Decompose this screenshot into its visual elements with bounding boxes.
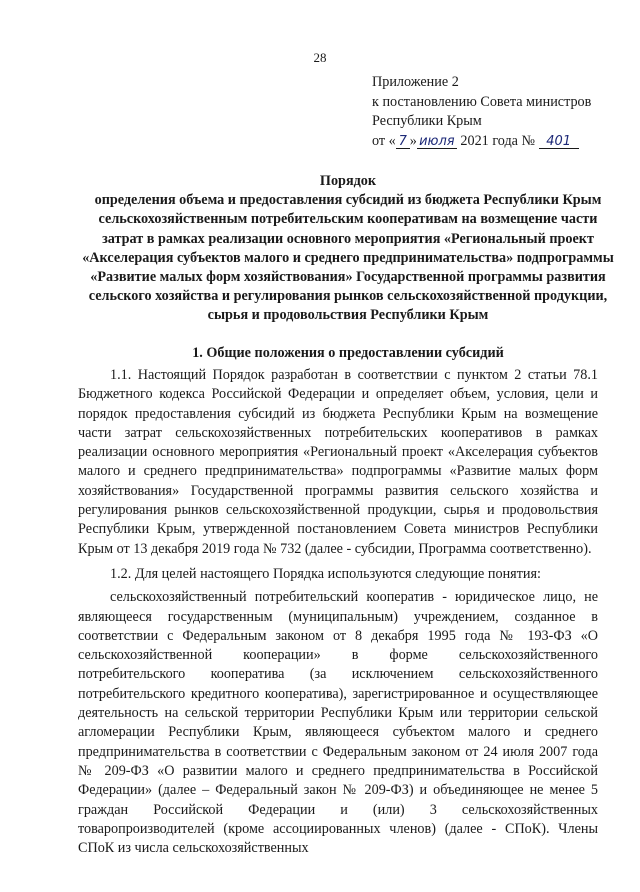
handwritten-number: 401 xyxy=(539,135,579,149)
date-suffix: 2021 года № xyxy=(456,132,536,149)
section-1-body xyxy=(78,366,598,864)
handwritten-month: июля xyxy=(417,135,457,149)
document-title xyxy=(78,172,618,326)
handwritten-day: 7 xyxy=(396,135,410,149)
title-heading: Порядок xyxy=(319,173,377,189)
appendix-line-3: Республики Крым xyxy=(372,113,482,129)
page-number: 28 xyxy=(313,50,327,65)
appendix-line-1: Приложение 2 xyxy=(372,74,459,90)
appendix-line-2: к постановлению Совета министров xyxy=(372,93,592,110)
appendix-date-line xyxy=(372,132,622,152)
paragraph-definition: сельскохозяйственный потребительский кооператив - юридическое лицо, не являющееся государственным (муниципальным) учреждением, созданное в соответствии с Федеральным законом от 8 декабря 1995 года № 193-ФЗ «О сельскохозяйственной кооперации» в форме сельскохозяйственного потребительского кооператива (за исключением сельскохозяйственного потребительского кредитного кооператива), зарегистрированное и осуществляющее деятельность на сельской территории Республики Крым или территории сельской агломерации Республики Крым, являющееся субъектом малого и среднего предпринимательства в соответствии с Федеральным законом от 24 июля 2007 года № 209-ФЗ «О развитии малого и среднего предпринимательства в Российской Федерации» (далее – Федеральный закон № 209-ФЗ) и объединяющее не менее 5 граждан Российской Федерации и (или) 3 сельскохозяйственных товаропроизводителей (кроме ассоциированных членов) (далее - СПоК). Члены СПоК из числа сельскохозяйственных xyxy=(78,589,598,857)
date-mid: » xyxy=(409,132,417,149)
section-1-heading: 1. Общие положения о предоставлении субсидий xyxy=(192,345,504,361)
date-prefix: от « xyxy=(372,132,396,149)
title-text: определения объема и предоставления субсидий из бюджета Республики Крым сельскохозяйственным потребительским кооперативам на возмещение части затрат в рамках реализации основного мероприятия «Региональный проект «Акселерация субъектов малого и среднего предпринимательства» подпрограммы «Развитие малых форм хозяйствования» Государственной программы развития сельского хозяйства и регулирования рынков сельскохозяйственной продукции, сырья и продовольствия Республики Крым xyxy=(82,192,614,324)
appendix-block xyxy=(372,73,622,151)
paragraph-1-1: 1.1. Настоящий Порядок разработан в соответствии с пунктом 2 статьи 78.1 Бюджетного кодекса Российской Федерации и определяет объем, условия, цели и порядок предоставления субсидий из бюджета Республики Крым на возмещение части затрат сельскохозяйственных потребительских кооперативов в рамках реализации основного мероприятия «Региональный проект «Акселерация субъектов малого и среднего предпринимательства» подпрограммы «Развитие малых форм хозяйствования» Государственной программы развития сельского хозяйства и регулирования рынков сельскохозяйственной продукции, сырья и продовольствия Республики Крым, утвержденной постановлением Совета министров Республики Крым от 13 декабря 2019 года № 732 (далее - субсидии, Программа соответственно). xyxy=(78,367,598,557)
paragraph-1-2: 1.2. Для целей настоящего Порядка используются следующие понятия: xyxy=(110,565,541,582)
